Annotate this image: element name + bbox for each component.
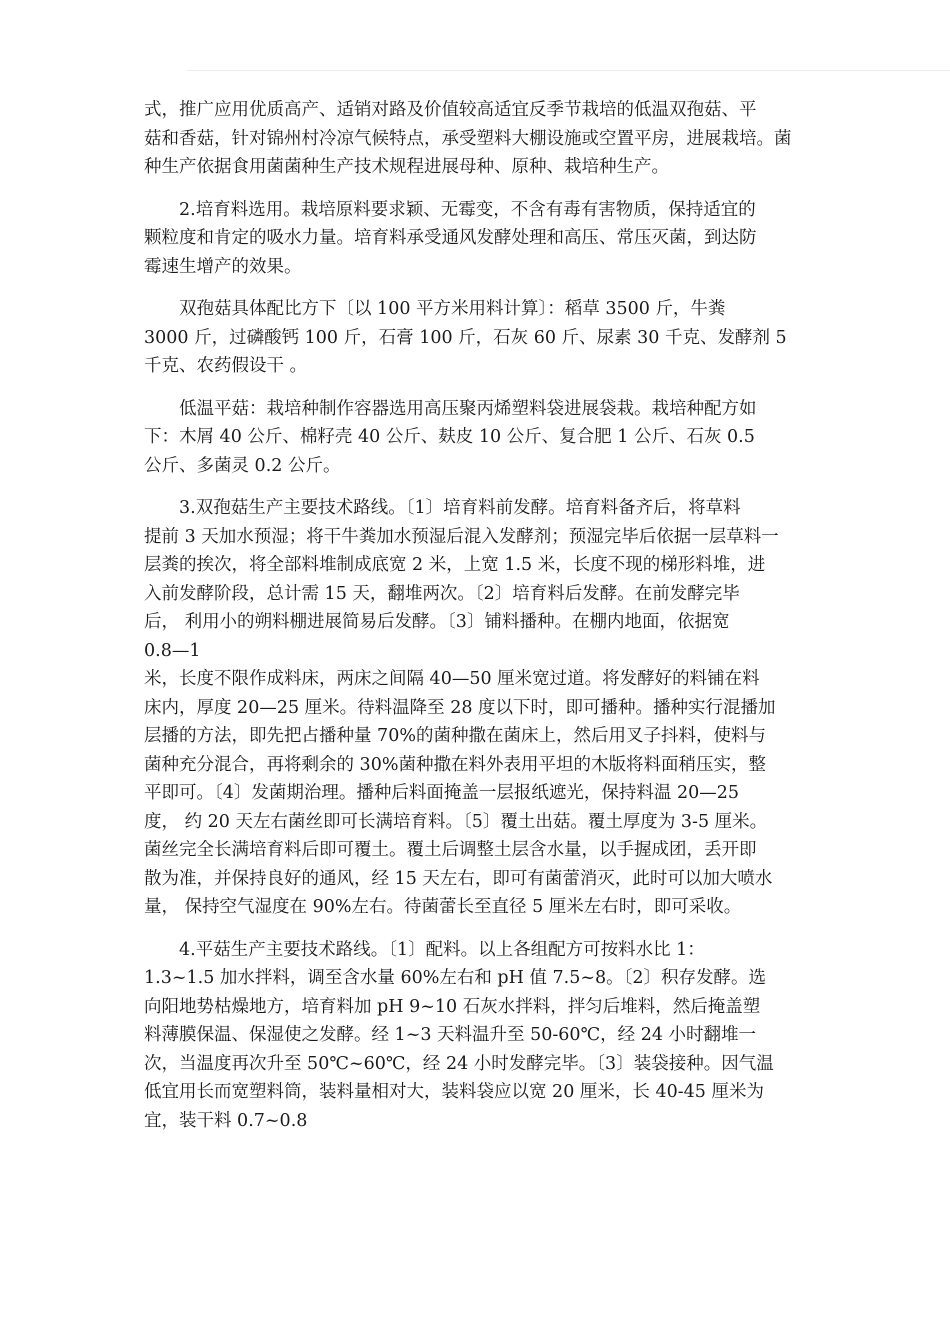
- text-line: 颗粒度和肯定的吸水力量。培育料承受通风发酵处理和高压、常压灭菌，到达防: [144, 228, 757, 248]
- text-line: 低宜用长而宽塑料筒，装料量相对大，装料袋应以宽 20 厘米，长 40-45 厘米为: [144, 1082, 764, 1102]
- text-line: 料薄膜保温、保湿使之发酵。经 1~3 天料温升至 50-60℃，经 24 小时翻堆一: [144, 1025, 757, 1045]
- text-line: 千克、农药假设干 。: [144, 356, 308, 376]
- document-body: [144, 96, 812, 1149]
- text-line: 1.3~1.5 加水拌料，调至含水量 60%左右和 pH 值 7.5~8。〔2〕积存发酵。选: [144, 968, 767, 988]
- text-line: 公斤、多菌灵 0.2 公斤。: [144, 455, 341, 476]
- text-line: 种生产依据食用菌菌种生产技术规程进展母种、原种、栽培种生产。: [144, 157, 669, 177]
- text-line: 4.平菇生产主要技术路线。〔1〕配料。以上各组配方可按料水比 1：: [179, 939, 705, 960]
- text-line: 度， 约 20 天左右菌丝即可长满培育料。〔5〕覆土出菇。覆土厚度为 3-5 厘米。: [144, 811, 768, 832]
- text-line: 3.双孢菇生产主要技术路线。〔1〕培育料前发酵。培育料备齐后，将草料: [179, 498, 741, 518]
- text-line: 宜，装干料 0.7~0.8: [144, 1110, 308, 1131]
- text-line: 提前 3 天加水预湿；将干牛粪加水预湿后混入发酵剂；预湿完毕后依据一层草料一: [144, 526, 779, 547]
- text-line: 入前发酵阶段，总计需 15 天，翻堆两次。〔2〕培育料后发酵。在前发酵完毕: [144, 583, 740, 604]
- text-line: 平即可。〔4〕发菌期治理。播种后料面掩盖一层报纸遮光，保持料温 20—25: [144, 783, 739, 803]
- paragraph-culture-material: [144, 196, 812, 282]
- text-line: 次，当温度再次升至 50℃~60℃，经 24 小时发酵完毕。〔3〕装袋接种。因气温: [144, 1053, 774, 1074]
- text-line: 双孢菇具体配比方下〔以 100 平方米用料计算〕：稻草 3500 斤，牛粪: [179, 299, 726, 319]
- text-line: 向阳地势枯燥地方，培育料加 pH 9~10 石灰水拌料，拌匀后堆料，然后掩盖塑: [144, 996, 761, 1017]
- text-line: 0.8—1: [144, 640, 201, 661]
- text-line: 3000 斤，过磷酸钙 100 斤，石膏 100 斤，石灰 60 斤、尿素 30 千克、发酵剂 5: [144, 327, 787, 348]
- paragraph-mushroom-formula: [144, 295, 812, 381]
- text-line: 式，推广应用优质高产、适销对路及价值较高适宜反季节栽培的低温双孢菇、平: [144, 100, 757, 120]
- text-line: 2.培育料选用。栽培原料要求颖、无霉变，不含有毒有害物质，保持适宜的: [179, 199, 756, 220]
- text-line: 米，长度不限作成料床，两床之间隔 40—50 厘米宽过道。将发酵好的料铺在料: [144, 669, 760, 689]
- text-line: 床内，厚度 20—25 厘米。待料温降至 28 度以下时，即可播种。播种实行混播加: [144, 697, 776, 718]
- paragraph-mushroom-process: [144, 494, 812, 922]
- text-line: 菌种充分混合，再将剩余的 30%菌种撒在料外表用平坦的木版将料面稍压实，整: [144, 754, 766, 775]
- text-line: 层播的方法，即先把占播种量 70%的菌种撒在菌床上，然后用叉子抖料，使料与: [144, 726, 766, 746]
- header-rule: [187, 70, 950, 71]
- text-line: 菇和香菇，针对锦州村冷凉气候特点，承受塑料大棚设施或空置平房，进展栽培。菌: [144, 128, 792, 149]
- text-line: 菌丝完全长满培育料后即可覆土。覆土后调整土层含水量，以手握成团，丢开即: [144, 840, 757, 860]
- text-line: 量， 保持空气湿度在 90%左右。待菌蕾长至直径 5 厘米左右时，即可采收。: [144, 897, 742, 917]
- paragraph-oyster-formula: [144, 395, 812, 481]
- paragraph-oyster-process: [144, 936, 812, 1136]
- text-line: 低温平菇：栽培种制作容器选用高压聚丙烯塑料袋进展袋栽。栽培种配方如: [179, 398, 757, 419]
- paragraph-intro: [144, 96, 812, 182]
- text-line: 后， 利用小的朔料棚进展简易后发酵。〔3〕铺料播种。在棚内地面，依据宽: [144, 612, 730, 632]
- text-line: 霉速生增产的效果。: [144, 256, 302, 277]
- text-line: 层粪的挨次，将全部料堆制成底宽 2 米，上宽 1.5 米，长度不现的梯形料堆，进: [144, 555, 766, 575]
- text-line: 下：木屑 40 公斤、棉籽壳 40 公斤、麸皮 10 公斤、复合肥 1 公斤、石灰 0.5: [144, 427, 755, 447]
- text-line: 散为准，并保持良好的通风，经 15 天左右，即可有菌蕾消灭，此时可以加大喷水: [144, 868, 773, 889]
